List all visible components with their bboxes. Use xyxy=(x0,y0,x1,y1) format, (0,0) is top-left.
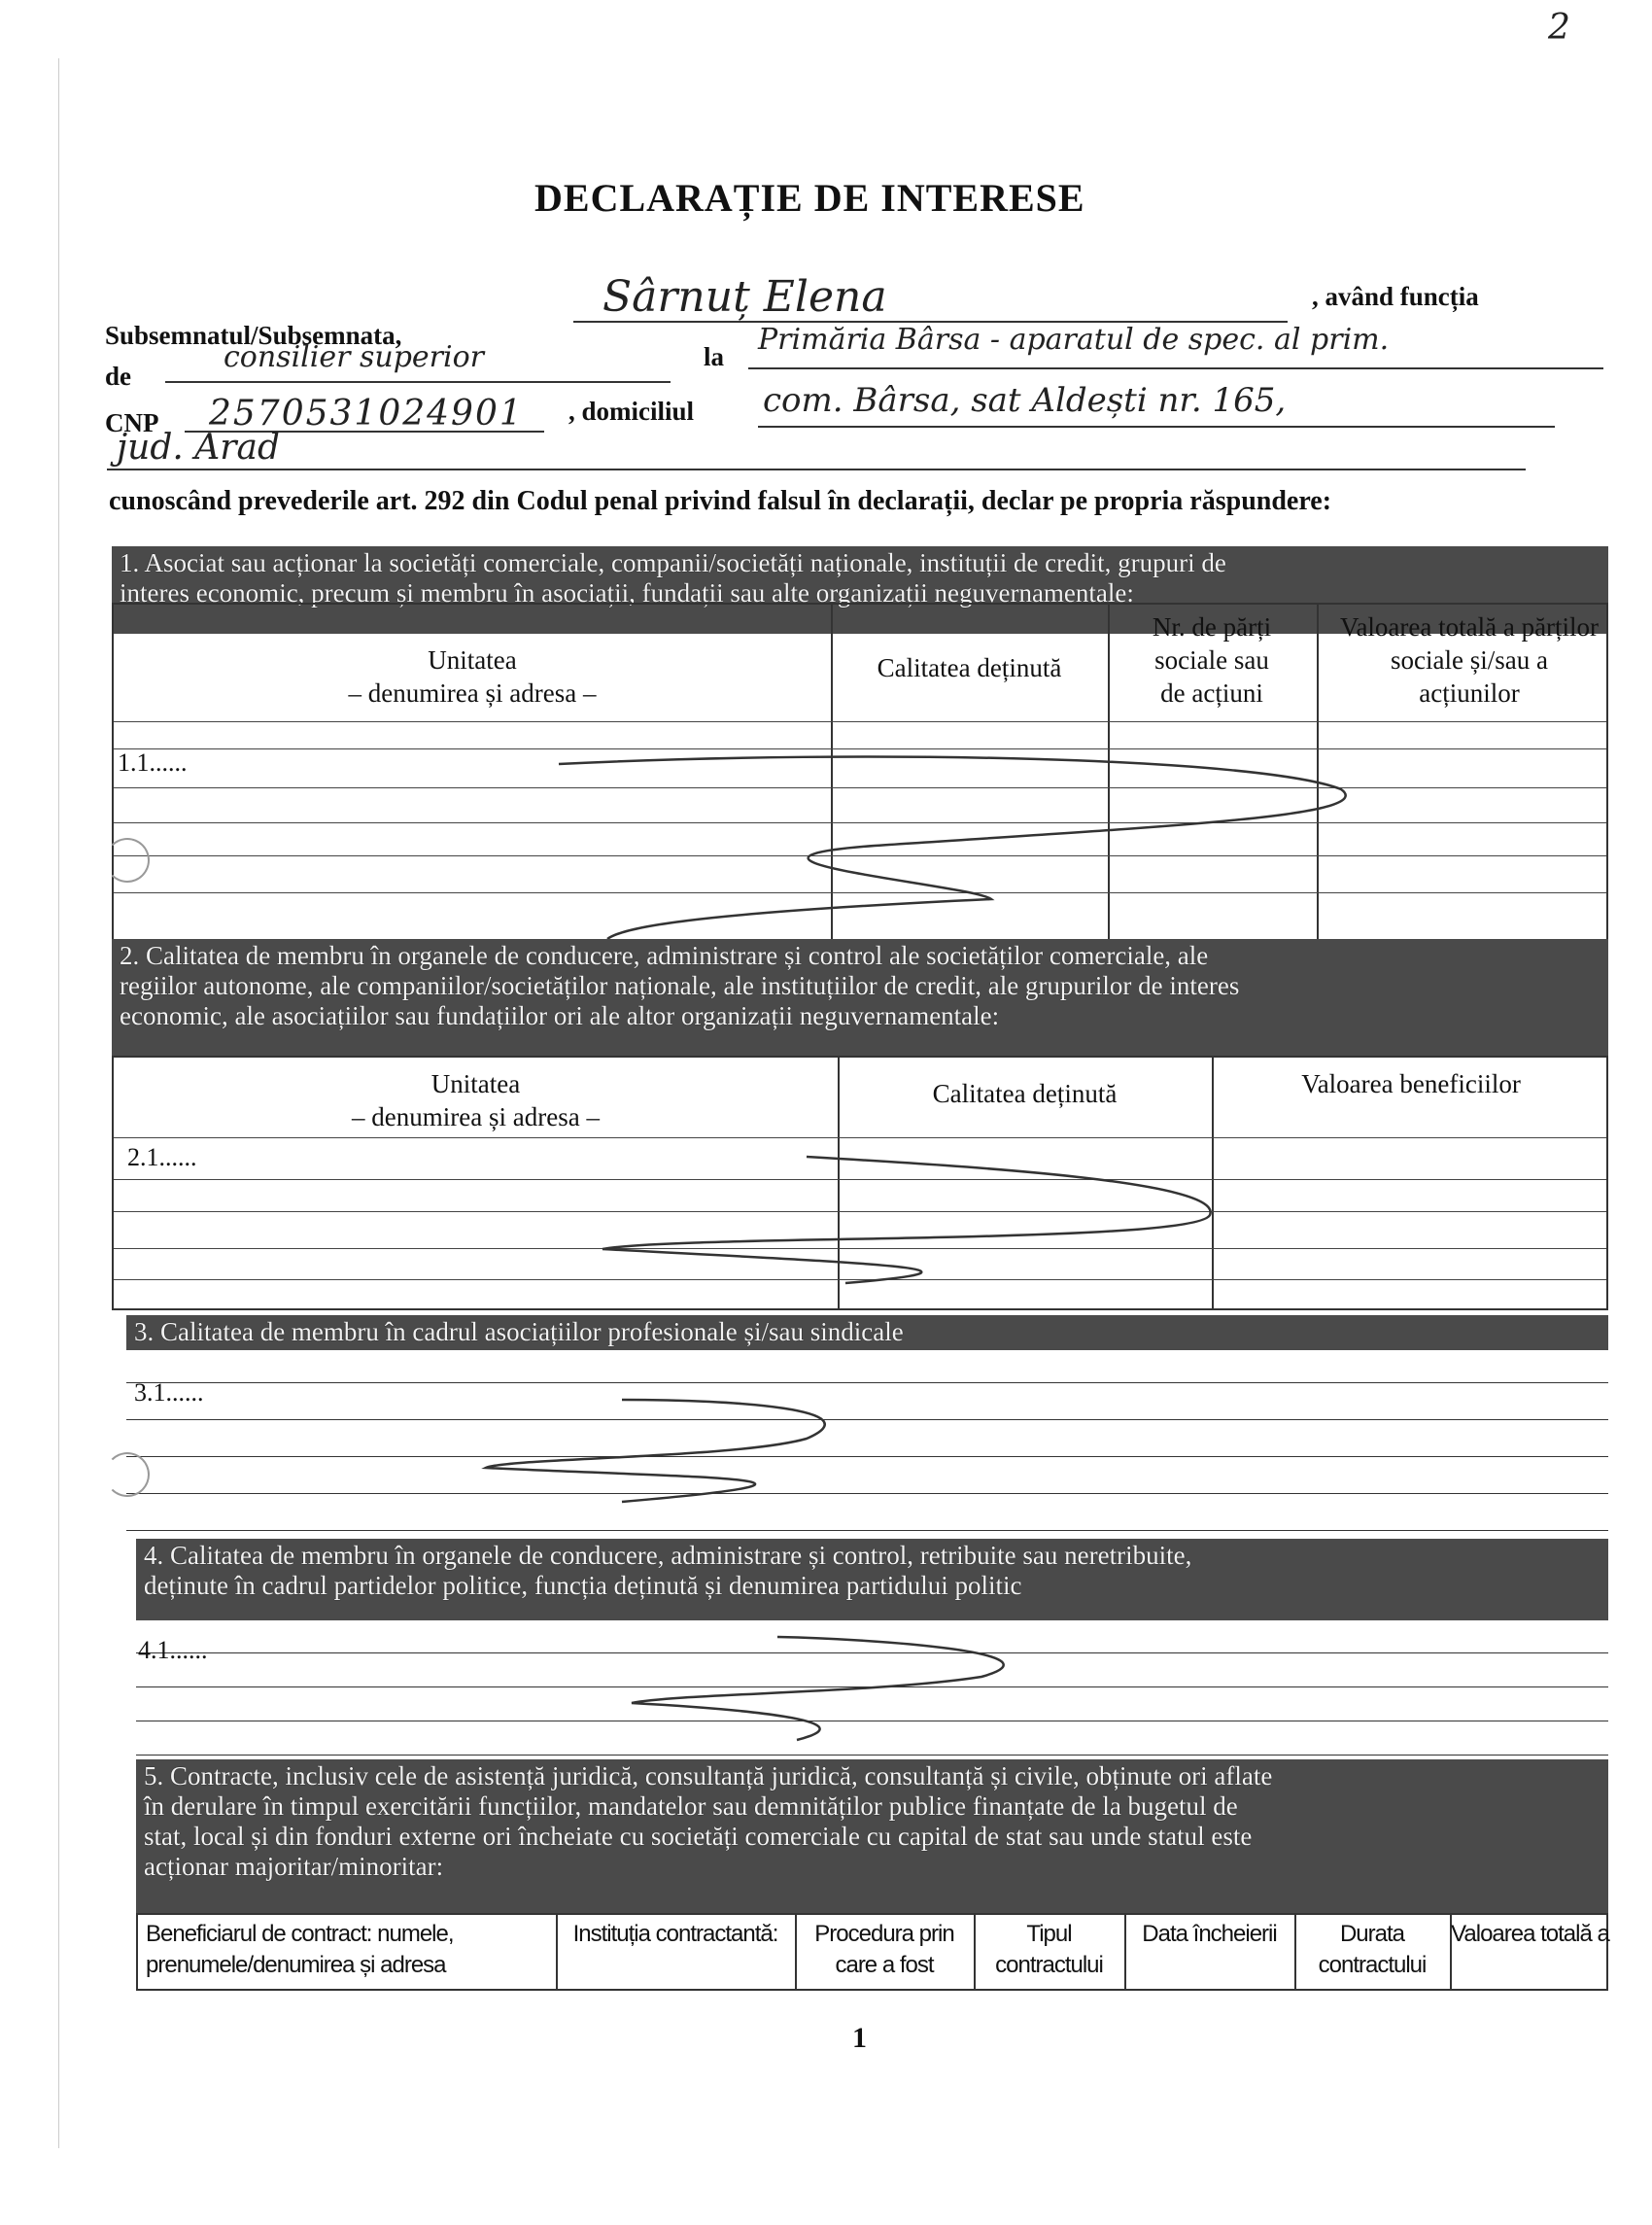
punch-hole-top xyxy=(105,838,150,883)
s5-col-tipul: Tipul contractului xyxy=(995,1921,1103,1978)
section3-heading-line1: 3. Calitatea de membru în cadrul asociațiilor profesionale și/sau sindicale xyxy=(134,1317,904,1346)
s4-first-entry: 4.1...... xyxy=(138,1636,208,1664)
s1-col-unitatea-sub: – denumirea și adresa – xyxy=(348,678,597,708)
page-number: 1 xyxy=(852,2022,867,2054)
section2-heading-line3: economic, ale asociațiilor sau fundațiilor ori ale altor organizații neguvernamentale: xyxy=(120,1001,1000,1030)
s1-col-calitatea: Calitatea deținută xyxy=(877,653,1062,682)
s2-col-unitatea: Unitatea xyxy=(430,1069,521,1098)
institution-value: Primăria Bârsa - aparatul de spec. al prim. xyxy=(758,323,1390,357)
left-margin-line xyxy=(58,58,59,2148)
s5-col-beneficiar: Beneficiarul de contract: numele, prenumele/denumirea și adresa xyxy=(146,1921,454,1978)
s1-first-entry: 1.1...... xyxy=(118,748,188,777)
section5-heading-line3: stat, local și din fonduri externe ori încheiate cu societăți comerciale cu capital de stat sau unde statul este xyxy=(144,1822,1253,1851)
s1-col-unitatea: Unitatea xyxy=(428,645,517,675)
s3-first-entry: 3.1...... xyxy=(134,1378,204,1407)
s2-first-entry: 2.1...... xyxy=(127,1143,197,1171)
s5-col-data: Data încheierii xyxy=(1142,1921,1277,1947)
section5-heading-line1: 5. Contracte, inclusiv cele de asistență juridică, consultanță juridică, consultanță și civile, obținute ori aflate xyxy=(144,1761,1273,1790)
s5-col-procedura: Procedura prin care a fost xyxy=(814,1921,954,1978)
s2-col-unitatea-sub: – denumirea și adresa – xyxy=(352,1102,600,1131)
section2-heading-line2: regiilor autonome, ale companiilor/societăților naționale, ale instituțiilor de credit, ale grupurilor de interes xyxy=(120,971,1240,1000)
s5-col-valoarea: Valoarea totală a xyxy=(1451,1921,1609,1947)
section5-heading xyxy=(136,1759,1608,1915)
address-value: com. Bârsa, sat Aldești nr. 165, xyxy=(763,381,1287,420)
subsemnatul-label: Subsemnatul/Subsemnata, xyxy=(105,321,402,350)
statement-text: cunoscând prevederile art. 292 din Codul penal privind falsul în declarații, declar pe propria răspundere: xyxy=(109,486,1332,516)
la-label: la xyxy=(704,342,725,371)
cnp-value: 2570531024901 xyxy=(209,394,524,434)
domiciliul-label: , domiciliul xyxy=(568,397,695,426)
s1-col-valoarea: Valoarea totală a părților sociale și/sau a acțiunilor xyxy=(1339,612,1600,708)
s5-col-durata: Durata contractului xyxy=(1318,1921,1427,1978)
address-value-2: jud. Arad xyxy=(117,428,280,468)
de-label: de xyxy=(105,362,131,391)
page-corner-mark: 2 xyxy=(1548,8,1570,48)
s2-col-valoarea: Valoarea beneficiilor xyxy=(1301,1069,1521,1098)
s2-col-calitatea: Calitatea deținută xyxy=(932,1079,1118,1108)
s5-col-institutia: Instituția contractantă: xyxy=(572,1921,778,1947)
section4-heading-line1: 4. Calitatea de membru în organele de conducere, administrare și control, retribuite sau neretribuite, xyxy=(144,1541,1192,1570)
name-value: Sârnuț Elena xyxy=(602,272,887,322)
document-title: DECLARAȚIE DE INTERESE xyxy=(534,176,1085,220)
section1-heading-line1: 1. Asociat sau acționar la societăți comerciale, companii/societăți naționale, instituții de credit, grupuri de xyxy=(120,548,1226,577)
punch-hole-bottom xyxy=(105,1452,150,1497)
section5-table xyxy=(136,1913,1608,1991)
section1-heading-line2: interes economic, precum și membru în asociații, fundații sau alte organizații neguvernamentale: xyxy=(120,578,1134,608)
avand-functia-label: , având funcția xyxy=(1312,282,1479,311)
section2-heading-line1: 2. Calitatea de membru în organele de conducere, administrare și control ale societăților comerciale, ale xyxy=(120,941,1209,970)
section5-heading-line2: în derulare în timpul exercitării funcțiilor, mandatelor sau demnităților publice finanțate de la bugetul de xyxy=(144,1791,1238,1821)
section5-heading-line4: acționar majoritar/minoritar: xyxy=(144,1852,444,1881)
s1-col-nr-parti: Nr. de părți sociale sau de acțiuni xyxy=(1152,612,1272,708)
function-value: consilier superior xyxy=(224,340,485,374)
cnp-label: CNP xyxy=(105,408,159,437)
section4-heading-line2: deținute în cadrul partidelor politice, funcția deținută și denumirea partidului politic xyxy=(144,1571,1022,1600)
